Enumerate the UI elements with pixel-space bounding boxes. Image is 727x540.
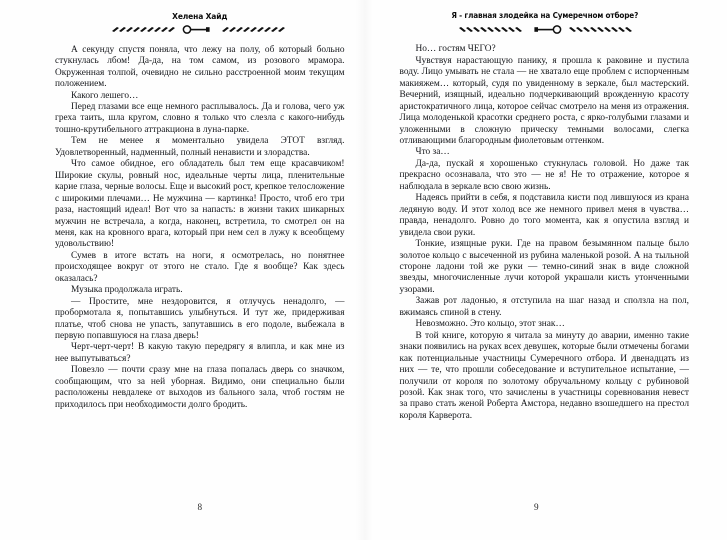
- page-number: 8: [197, 502, 203, 512]
- paragraph: Невозможно. Это кольцо, этот знак…: [415, 319, 565, 330]
- right-running-head: [400, 0, 690, 35]
- paragraph: Чувствуя нарастающую панику, я прошла к раковине и пустила воду. Лицо умывать не стала — не хватало еще проблем с испорченным макияжем… который, судя по увиденному в зеркале, был мастерский. Вечерний, изящный, идеально подчеркивающий врожденную красоту аристократичного лица, которое сейчас смотрело на меня из отражения. Лица молоденькой красотки среднего роста, с ярко-голубыми глазами и уложенными в сложную прическу темными волосами, слегка отливающими благородным фиолетовым оттенком.: [399, 55, 689, 147]
- left-running-head: [55, 0, 345, 36]
- book-title: Я - главная злодейка на Сумеречном отборе?: [450, 11, 638, 20]
- paragraph: Сумев в итоге встать на ноги, я осмотрелась, но понятнее происходящее вокруг от этого не стало. Где я вообще? Как здесь оказалась?: [55, 250, 345, 284]
- author-name: Хелена Хайд: [172, 11, 228, 21]
- paragraph: Надеясь прийти в себя, я подставила кисти под лившуюся из крана ледяную воду. И этот холод все же немного привел меня в чувства… правда, ненадолго. Ровно до того момента, как я опустила взгляд и увидела свои руки.: [399, 193, 689, 238]
- paragraph: Что самое обидное, его обладатель был тем еще красавчиком! Широкие скулы, ровный нос, идеальные черты лица, пленительные карие глаза, черные волосы. Еще и высокий рост, крепкое телосложение с широкими плечами… Не мужчина — картинка! Просто, чтоб его три раза, настоящий идеал! Вот что за напасть: в жизни таких шикарных мужчин не встречала, а когда, наконец, встретила, то смотрел он на меня, как на кровного врага, который при нем сел в лужу к всеобщему удовольствию!: [55, 159, 345, 250]
- right-page: [364, 0, 727, 540]
- paragraph: Тонкие, изящные руки. Где на правом безымянном пальце было золотое кольцо с высеченной из рубина маленькой розой. А на тыльной стороне ладони той же руки — темно-синий знак в виде сложной звезды, многочисленные лучи которой украшали кисть утонченными узорами.: [399, 239, 689, 295]
- page-number: 9: [533, 502, 539, 512]
- left-page-body: [55, 45, 345, 412]
- paragraph: Да-да, пускай я хорошенько стукнулась головой. Но даже так прекрасно осознавала, что это — не я! Не то отражение, которое я наблюдала в зеркале всю свою жизнь.: [399, 158, 689, 192]
- paragraph: Перед глазами все еще немного расплывалось. Да и голова, чего уж греха таить, шла кругом, словно я только что слезла с какого-нибудь тошно-крутибельного аттракциона в луна-парке.: [55, 101, 345, 135]
- paragraph: Но… гостям ЧЕГО?: [415, 44, 496, 55]
- paragraph: Какого лешего…: [71, 90, 139, 101]
- right-page-body: [400, 44, 690, 422]
- key-ornament-mirrored-icon: [400, 23, 690, 35]
- paragraph: Музыка продолжала играть.: [71, 285, 183, 296]
- paragraph: Черт-черт-черт! В какую такую передрягу я влипла, и как мне из нее выпутываться?: [55, 342, 345, 364]
- paragraph: Зажав рот ладонью, я отступила на шаг назад и сползла на пол, вжимаясь спиной в стену.: [399, 296, 689, 318]
- paragraph: Что за…: [415, 147, 450, 158]
- key-ornament-icon: [55, 24, 345, 36]
- paragraph: Повезло — почти сразу мне на глаза попалась дверь со значком, сообщающим, что за ней уборная. Видимо, они специально были расположены невдалеке от выходов из бального зала, чтоб гостям не приходилось при необходимости долго бродить.: [55, 365, 345, 410]
- paragraph: А секунду спустя поняла, что лежу на полу, об который больно стукнулась лбом! Да-да, на том самом, из розового мрамора. Окруженная толпой, очевидно не сильно расстроенной моим текущим положением.: [55, 44, 345, 90]
- paragraph: В той книге, которую я читала за минуту до аварии, именно такие знаки появились на руках всех девушек, которые были отмечены богами как потенциальные участницы Сумеречного отбора. И двенадцать из них — те, что прошли собеседование и вступительное испытание, — получили от короля по золотому обручальному кольцу с рубиновой розой. Как знак того, что зачислены в участницы соревнования невест за право стать женой Роберта Амстора, недавно взошедшего на престол короля Карверота.: [399, 330, 689, 421]
- paragraph: — Простите, мне нездоровится, я отлучусь ненадолго, — пробормотала я, попытавшись улыбнуться. И тут же, придерживая платье, чтоб снова не упасть, запутавшись в его подоле, выбежала в первую попавшуюся на глаза дверь!: [55, 296, 345, 342]
- paragraph: Тем не менее я моментально увидела ЭТОТ взгляд. Удовлетворенный, надменный, полный ненависти и злорадства.: [55, 136, 345, 158]
